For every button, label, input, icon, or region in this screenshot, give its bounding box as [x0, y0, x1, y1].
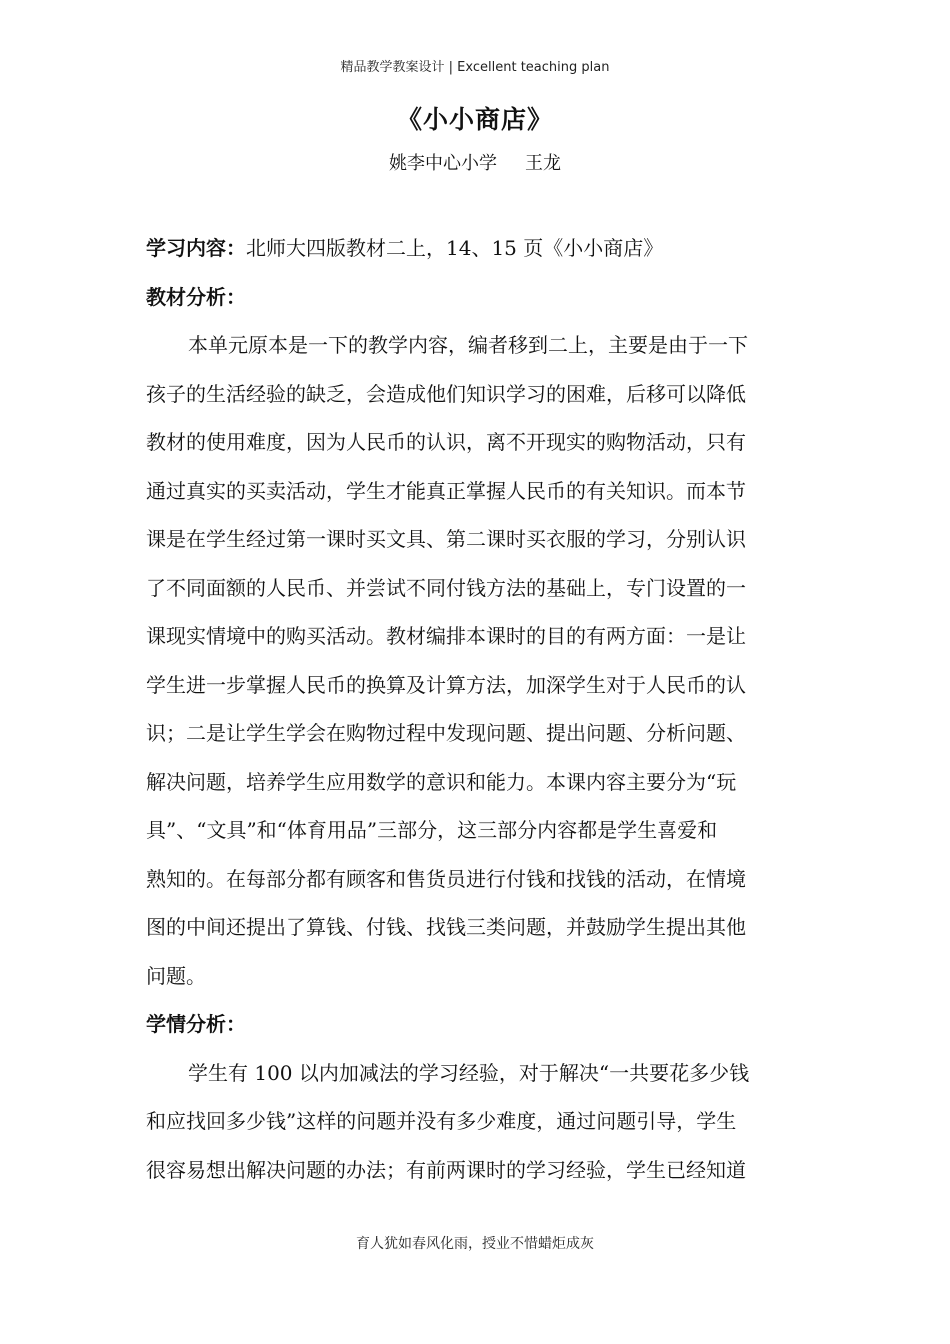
paragraph-line: 识；二是让学生学会在购物过程中发现问题、提出问题、分析问题、 [146, 721, 746, 745]
student-analysis-paragraph [146, 1049, 820, 1195]
paragraph-line: 学生进一步掌握人民币的换算及计算方法，加深学生对于人民币的认 [146, 672, 746, 697]
paragraph-line: 学生有 100 以内加减法的学习经验，对于解决“一共要花多少钱 [188, 1060, 750, 1085]
paragraph-line: 课是在学生经过第一课时买文具、第二课时买衣服的学习，分别认识 [146, 527, 746, 551]
study-content-line [146, 224, 820, 273]
textbook-analysis-paragraph [146, 321, 820, 1000]
author-name: 王龙 [525, 153, 561, 174]
paragraph-line: 教材的使用难度，因为人民币的认识，离不开现实的购物活动，只有 [146, 430, 746, 454]
student-analysis-heading: 学情分析： [146, 1012, 246, 1036]
page-footer: 育人犹如春风化雨，授业不惜蜡炬成灰 [356, 1236, 594, 1252]
paragraph-line: 和应找回多少钱”这样的问题并没有多少难度，通过问题引导，学生 [146, 1109, 737, 1133]
study-content-text: 北师大四版教材二上，14、15 页《小小商店》 [246, 236, 664, 260]
paragraph-line: 本单元原本是一下的教学内容，编者移到二上，主要是由于一下 [188, 333, 748, 357]
document-body [146, 224, 820, 1194]
paragraph-line: 熟知的。在每部分都有顾客和售货员进行付钱和找钱的活动，在情境 [146, 866, 746, 891]
author-line [0, 149, 950, 175]
paragraph-line: 图的中间还提出了算钱、付钱、找钱三类问题，并鼓励学生提出其他 [146, 915, 746, 939]
paragraph-line: 解决问题，培养学生应用数学的意识和能力。本课内容主要分为“玩 [146, 769, 737, 794]
paragraph-line: 通过真实的买卖活动，学生才能真正掌握人民币的有关知识。而本节 [146, 478, 746, 503]
textbook-analysis-heading: 教材分析： [146, 284, 246, 309]
study-content-label: 学习内容： [146, 236, 246, 260]
paragraph-line: 课现实情境中的购买活动。教材编排本课时的目的有两方面：一是让 [146, 624, 746, 648]
paragraph-line: 了不同面额的人民币、并尝试不同付钱方法的基础上，专门设置的一 [146, 575, 746, 600]
author-school: 姚李中心小学 [389, 153, 497, 174]
paragraph-line: 很容易想出解决问题的办法；有前两课时的学习经验，学生已经知道 [146, 1157, 746, 1182]
page-header: 精品教学教案设计 | Excellent teaching plan [340, 60, 610, 75]
paragraph-line: 具”、“文具”和“体育用品”三部分，这三部分内容都是学生喜爱和 [146, 818, 718, 842]
paragraph-line: 孩子的生活经验的缺乏，会造成他们知识学习的困难，后移可以降低 [146, 381, 746, 406]
paragraph-line: 问题。 [146, 963, 206, 988]
document-title: 《小小商店》 [396, 105, 553, 134]
